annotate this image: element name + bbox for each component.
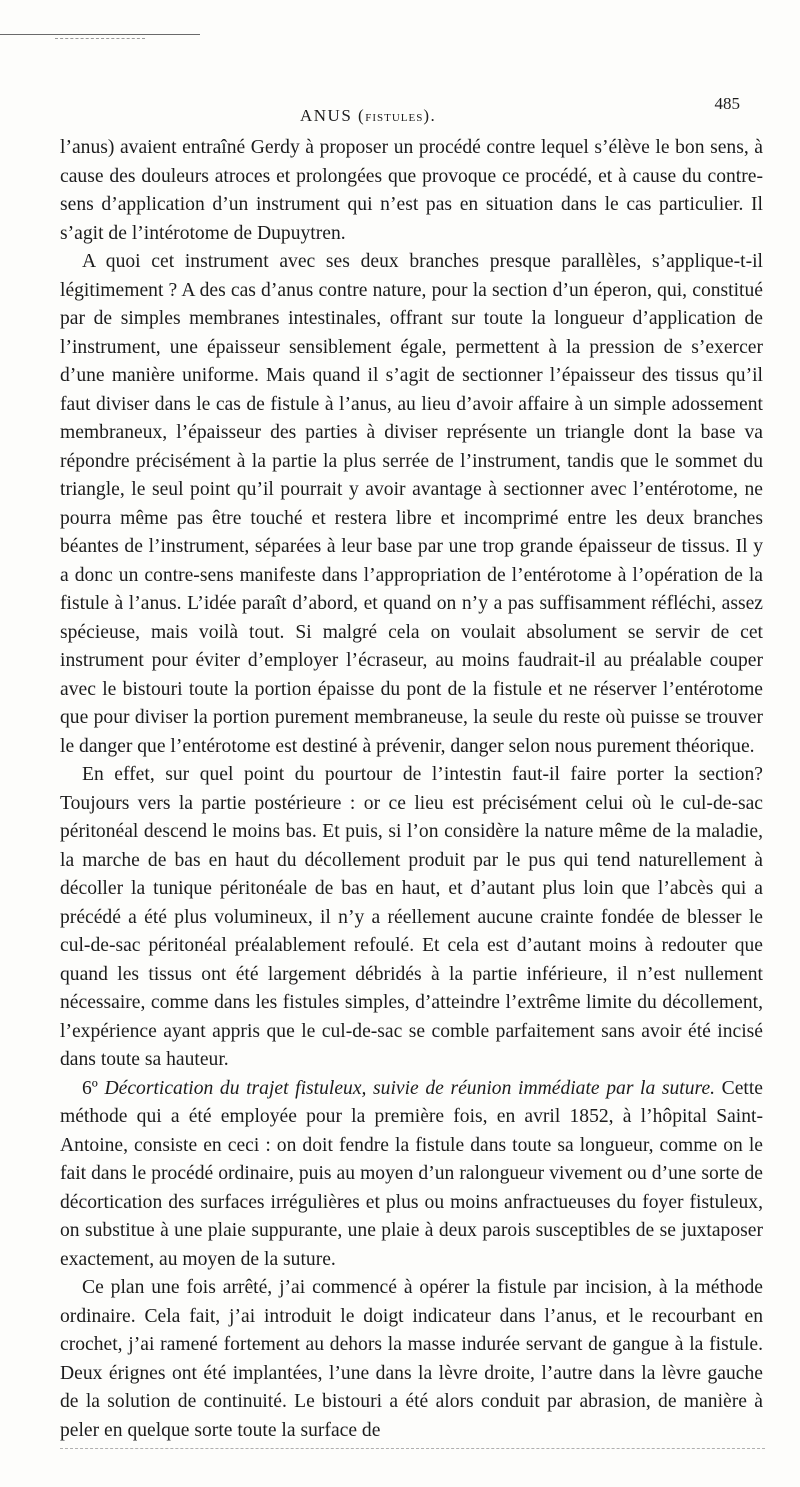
paragraph-1: l’anus) avaient entraîné Gerdy à proposer un procédé contre lequel s’élève le bon sens, à cause des douleurs atroces et prolongées que provoque ce procédé, et à cause du contre-sens d’application d’un instrument qui n’est pas en situation dans le cas particulier. Il s’agit de l’intérotome de Dupuytren.	[60, 137, 763, 244]
paragraph-4	[60, 1075, 763, 1275]
top-edge-rule	[0, 34, 200, 35]
running-title-small-caps: FISTULES	[365, 112, 424, 124]
running-title-main: ANUS (	[300, 106, 366, 125]
method-number: 6º	[82, 1077, 105, 1099]
page-header	[60, 94, 740, 134]
paragraph-3: En effet, sur quel point du pourtour de l’intestin faut-il faire porter la section? Toujours vers la partie postérieure : or ce lieu est précisément celui où le cul-de-sac péritonéal descend le moins bas. Et puis, si l’on considère la nature même de la maladie, la marche de bas en haut du décollement produit par le pus qui tend naturellement à décoller la tunique péritonéale de bas en haut, et d’autant plus loin que l’abcès qui a précédé a été plus volumineux, il n’y a réellement aucune crainte fondée de blesser le cul-de-sac péritonéal préalablement refoulé. Et cela est d’autant moins à redouter que quand les tissus ont été largement débridés à la partie inférieure, il n’est nullement nécessaire, comme dans les fistules simples, d’atteindre l’extrême limite du décollement, l’expérience ayant appris que le cul-de-sac se comble parfaitement sans avoir été incisé dans toute sa hauteur.	[60, 764, 763, 1070]
bottom-edge-rule	[60, 1448, 765, 1449]
top-edge-dash	[55, 38, 145, 39]
method-description: Cette méthode qui a été employée pour la première fois, en avril 1852, à l’hôpital Saint-Antoine, consiste en ceci : on doit fendre la fistule dans toute sa longueur, comme on le fait dans le procédé ordinaire, puis au moyen d’un ralongueur vivement ou d’une sorte de décortication des surfaces irrégulières et plus ou moins anfractueuses du foyer fistuleux, on substitue à une plaie suppurante, une plaie à deux parois susceptibles de se juxtaposer exactement, au moyen de la suture.	[60, 1077, 763, 1270]
paragraph-5: Ce plan une fois arrêté, j’ai commencé à opérer la fistule par incision, à la méthode ordinaire. Cela fait, j’ai introduit le doigt indicateur dans l’anus, et le recourbant en crochet, j’ai ramené fortement au dehors la masse indurée servant de gangue à la fistule. Deux érignes ont été implantées, l’une dans la lèvre droite, l’autre dans la lèvre gauche de la solution de continuité. Le bistouri a été alors conduit par abrasion, de manière à peler en quelque sorte toute la surface de	[60, 1277, 763, 1441]
running-title	[300, 106, 436, 126]
page-number: 485	[714, 94, 740, 113]
running-title-end: ).	[423, 106, 437, 125]
method-title: Décortication du trajet fistuleux, suivie de réunion immédiate par la suture.	[104, 1077, 716, 1099]
paragraph-2: A quoi cet instrument avec ses deux branches presque parallèles, s’applique-t-il légitimement ? A des cas d’anus contre nature, pour la section d’un éperon, qui, constitué par de simples membranes intestinales, offrant sur toute la longueur d’application de l’instrument, une épaisseur sensiblement égale, permettent à la pression de s’exercer d’une manière uniforme. Mais quand il s’agit de sectionner l’épaisseur des tissus qu’il faut diviser dans le cas de fistule à l’anus, au lieu d’avoir affaire à un simple adossement membraneux, l’épaisseur des parties à diviser représente un triangle dont la base va répondre précisément à la partie la plus serrée de l’instrument, tandis que le sommet du triangle, le seul point qu’il pourrait y avoir avantage à sectionner avec l’entérotome, ne pourra même pas être touché et restera libre et incomprimé entre les deux branches béantes de l’instrument, séparées à leur base par une trop grande épaisseur de tissus. Il y a donc un contre-sens manifeste dans l’appropriation de l’entérotome à l’opération de la fistule à l’anus. L’idée paraît d’abord, et quand on n’y a pas suffisamment réfléchi, assez spécieuse, mais voilà tout. Si malgré cela on voulait absolument se servir de cet instrument pour éviter d’employer l’écraseur, au moins faudrait-il au préalable couper avec le bistouri toute la portion épaisse du pont de la fistule et ne réserver l’entérotome que pour diviser la portion purement membraneuse, la seule du reste où puisse se trouver le danger que l’entérotome est destiné à prévenir, danger selon nous purement théorique.	[60, 251, 763, 757]
body-text	[60, 134, 763, 1445]
